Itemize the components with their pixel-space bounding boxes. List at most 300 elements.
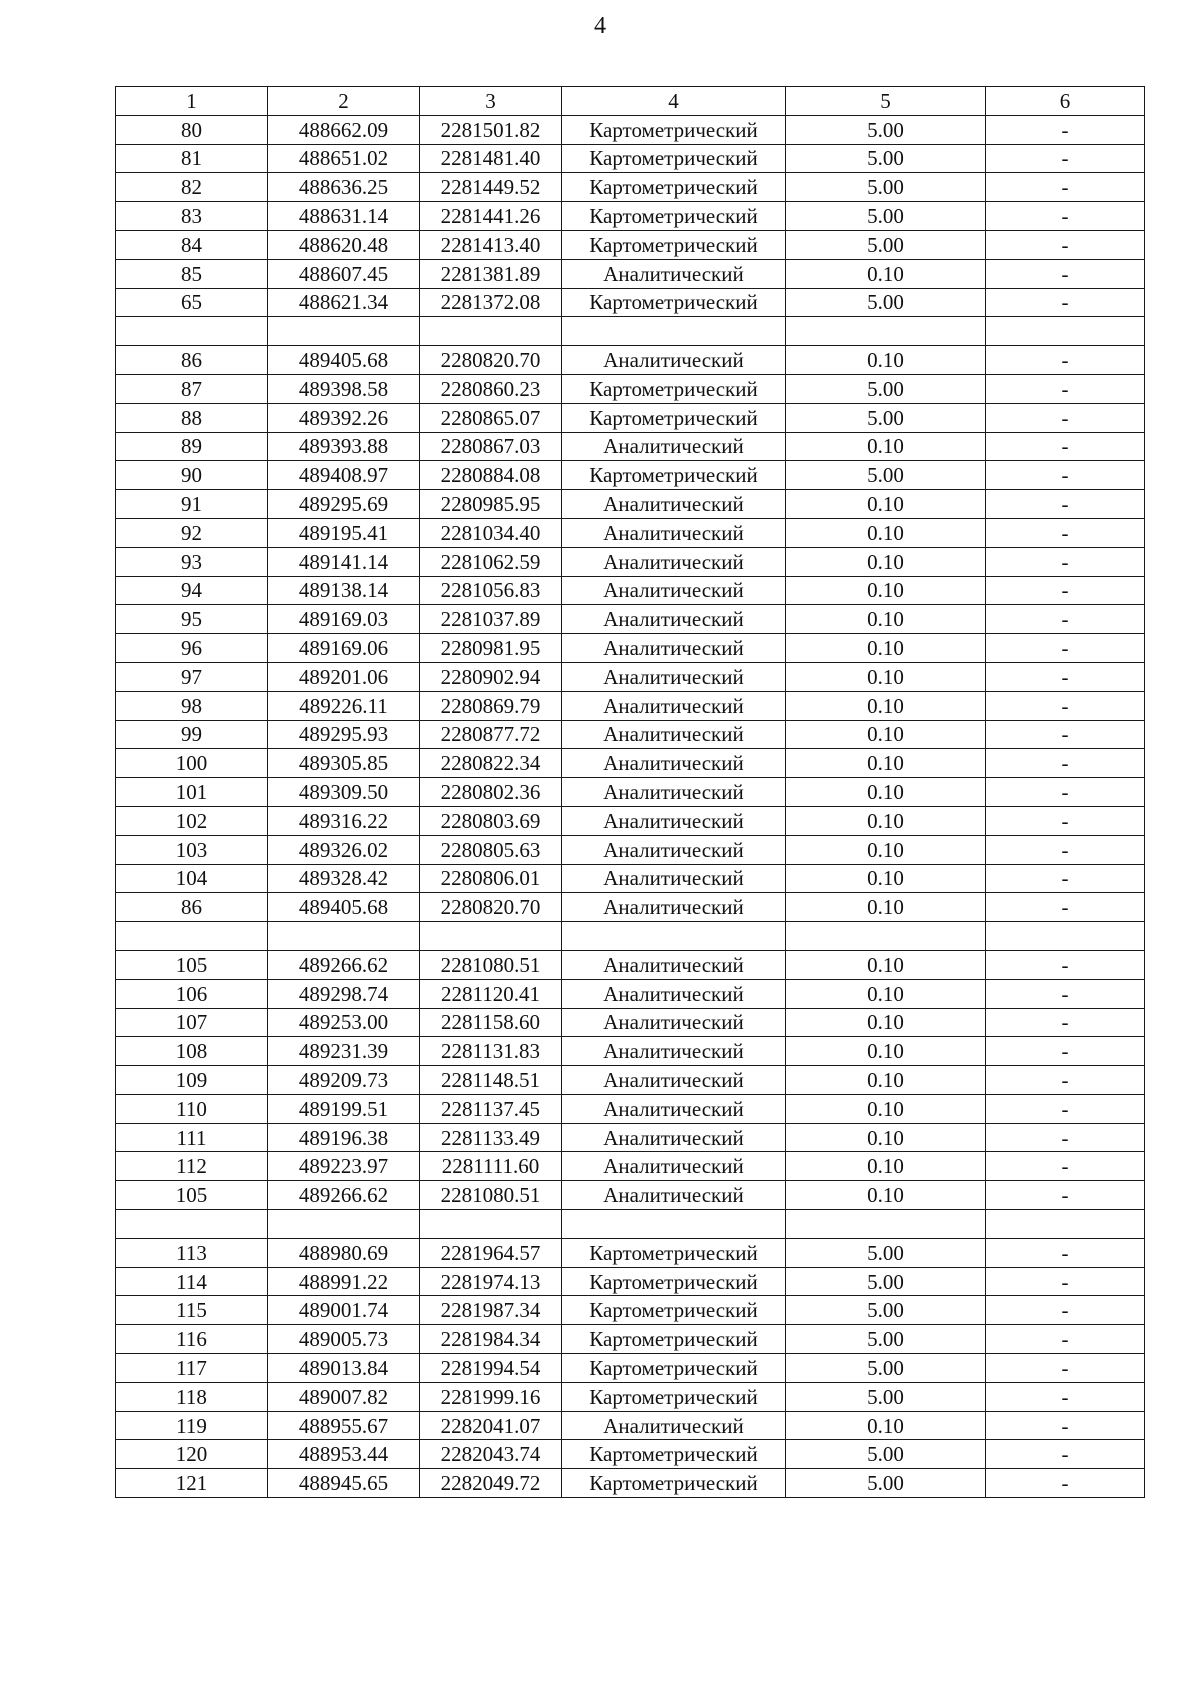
x-coordinate-cell: 489393.88 (268, 432, 420, 461)
point-number-cell: 111 (116, 1123, 268, 1152)
x-coordinate-cell: 489195.41 (268, 518, 420, 547)
method-cell: Аналитический (562, 749, 786, 778)
header-cell: 3 (420, 87, 562, 116)
y-coordinate-cell: 2281137.45 (420, 1094, 562, 1123)
y-coordinate-cell: 2282049.72 (420, 1469, 562, 1498)
header-cell: 4 (562, 87, 786, 116)
y-coordinate-cell: 2282043.74 (420, 1440, 562, 1469)
y-coordinate-cell (420, 1210, 562, 1239)
x-coordinate-cell: 489316.22 (268, 806, 420, 835)
method-cell (562, 317, 786, 346)
table-row (116, 691, 1145, 720)
table-row (116, 1354, 1145, 1383)
method-cell: Аналитический (562, 576, 786, 605)
point-number-cell: 87 (116, 374, 268, 403)
point-number-cell: 114 (116, 1267, 268, 1296)
table-row (116, 634, 1145, 663)
header-cell: 6 (986, 87, 1145, 116)
accuracy-cell (786, 1210, 986, 1239)
accuracy-cell: 0.10 (786, 1008, 986, 1037)
accuracy-cell: 0.10 (786, 1152, 986, 1181)
y-coordinate-cell: 2281999.16 (420, 1382, 562, 1411)
point-number-cell: 93 (116, 547, 268, 576)
method-cell: Аналитический (562, 864, 786, 893)
y-coordinate-cell: 2280902.94 (420, 662, 562, 691)
accuracy-cell: 5.00 (786, 1354, 986, 1383)
method-cell: Аналитический (562, 634, 786, 663)
accuracy-cell: 0.10 (786, 749, 986, 778)
table-row (116, 173, 1145, 202)
method-cell (562, 922, 786, 951)
accuracy-cell: 0.10 (786, 346, 986, 375)
page-number: 4 (594, 13, 606, 39)
method-cell (562, 1210, 786, 1239)
table-row (116, 1325, 1145, 1354)
accuracy-cell: 0.10 (786, 259, 986, 288)
method-cell: Аналитический (562, 518, 786, 547)
accuracy-cell: 5.00 (786, 115, 986, 144)
point-number-cell: 118 (116, 1382, 268, 1411)
x-coordinate-cell: 488621.34 (268, 288, 420, 317)
table-spacer-row (116, 922, 1145, 951)
note-cell: - (986, 835, 1145, 864)
x-coordinate-cell: 489138.14 (268, 576, 420, 605)
accuracy-cell: 5.00 (786, 1296, 986, 1325)
point-number-cell: 96 (116, 634, 268, 663)
table-row (116, 1382, 1145, 1411)
x-coordinate-cell: 489253.00 (268, 1008, 420, 1037)
table-row (116, 576, 1145, 605)
x-coordinate-cell: 489005.73 (268, 1325, 420, 1354)
x-coordinate-cell: 489007.82 (268, 1382, 420, 1411)
accuracy-cell: 5.00 (786, 1238, 986, 1267)
accuracy-cell: 0.10 (786, 518, 986, 547)
x-coordinate-cell: 488651.02 (268, 144, 420, 173)
note-cell: - (986, 1354, 1145, 1383)
accuracy-cell: 5.00 (786, 1440, 986, 1469)
method-cell: Картометрический (562, 1325, 786, 1354)
note-cell: - (986, 864, 1145, 893)
note-cell (986, 922, 1145, 951)
x-coordinate-cell: 488980.69 (268, 1238, 420, 1267)
x-coordinate-cell: 489305.85 (268, 749, 420, 778)
accuracy-cell: 0.10 (786, 605, 986, 634)
y-coordinate-cell: 2281056.83 (420, 576, 562, 605)
y-coordinate-cell: 2280820.70 (420, 346, 562, 375)
y-coordinate-cell: 2280867.03 (420, 432, 562, 461)
y-coordinate-cell: 2281449.52 (420, 173, 562, 202)
method-cell: Картометрический (562, 1267, 786, 1296)
point-number-cell: 119 (116, 1411, 268, 1440)
note-cell: - (986, 518, 1145, 547)
table-row (116, 403, 1145, 432)
note-cell: - (986, 1267, 1145, 1296)
y-coordinate-cell: 2281034.40 (420, 518, 562, 547)
y-coordinate-cell: 2280803.69 (420, 806, 562, 835)
y-coordinate-cell: 2281381.89 (420, 259, 562, 288)
note-cell: - (986, 691, 1145, 720)
x-coordinate-cell: 489392.26 (268, 403, 420, 432)
y-coordinate-cell: 2280884.08 (420, 461, 562, 490)
table-row (116, 1008, 1145, 1037)
table-row (116, 778, 1145, 807)
point-number-cell: 112 (116, 1152, 268, 1181)
method-cell: Аналитический (562, 1066, 786, 1095)
table-row (116, 1296, 1145, 1325)
x-coordinate-cell: 489209.73 (268, 1066, 420, 1095)
point-number-cell: 89 (116, 432, 268, 461)
method-cell: Аналитический (562, 1123, 786, 1152)
table-row (116, 1181, 1145, 1210)
point-number-cell: 108 (116, 1037, 268, 1066)
table-header-row (116, 87, 1145, 116)
accuracy-cell: 0.10 (786, 950, 986, 979)
point-number-cell: 106 (116, 979, 268, 1008)
table-row (116, 1238, 1145, 1267)
accuracy-cell: 5.00 (786, 230, 986, 259)
y-coordinate-cell: 2281131.83 (420, 1037, 562, 1066)
table-row (116, 1094, 1145, 1123)
note-cell: - (986, 662, 1145, 691)
y-coordinate-cell: 2281964.57 (420, 1238, 562, 1267)
y-coordinate-cell: 2280860.23 (420, 374, 562, 403)
method-cell: Картометрический (562, 374, 786, 403)
y-coordinate-cell: 2281037.89 (420, 605, 562, 634)
table-row (116, 374, 1145, 403)
table-row (116, 202, 1145, 231)
method-cell: Аналитический (562, 605, 786, 634)
point-number-cell: 82 (116, 173, 268, 202)
table-body (116, 87, 1145, 1498)
x-coordinate-cell: 489141.14 (268, 547, 420, 576)
x-coordinate-cell: 488636.25 (268, 173, 420, 202)
table-row (116, 346, 1145, 375)
method-cell: Картометрический (562, 1440, 786, 1469)
note-cell: - (986, 778, 1145, 807)
x-coordinate-cell: 489326.02 (268, 835, 420, 864)
method-cell: Картометрический (562, 230, 786, 259)
accuracy-cell: 0.10 (786, 720, 986, 749)
method-cell: Аналитический (562, 1008, 786, 1037)
method-cell: Аналитический (562, 1094, 786, 1123)
x-coordinate-cell: 489169.03 (268, 605, 420, 634)
note-cell: - (986, 979, 1145, 1008)
point-number-cell: 98 (116, 691, 268, 720)
accuracy-cell: 0.10 (786, 1094, 986, 1123)
table-row (116, 259, 1145, 288)
note-cell: - (986, 1123, 1145, 1152)
method-cell: Аналитический (562, 1152, 786, 1181)
accuracy-cell: 0.10 (786, 691, 986, 720)
method-cell: Картометрический (562, 1238, 786, 1267)
y-coordinate-cell: 2281062.59 (420, 547, 562, 576)
method-cell: Аналитический (562, 432, 786, 461)
method-cell: Картометрический (562, 1469, 786, 1498)
method-cell: Картометрический (562, 173, 786, 202)
x-coordinate-cell: 489405.68 (268, 346, 420, 375)
accuracy-cell: 5.00 (786, 1325, 986, 1354)
header-cell: 1 (116, 87, 268, 116)
method-cell: Аналитический (562, 547, 786, 576)
accuracy-cell: 0.10 (786, 547, 986, 576)
method-cell: Аналитический (562, 720, 786, 749)
method-cell: Картометрический (562, 1296, 786, 1325)
point-number-cell: 110 (116, 1094, 268, 1123)
y-coordinate-cell: 2281974.13 (420, 1267, 562, 1296)
note-cell: - (986, 806, 1145, 835)
header-cell: 5 (786, 87, 986, 116)
note-cell: - (986, 230, 1145, 259)
y-coordinate-cell: 2281984.34 (420, 1325, 562, 1354)
point-number-cell: 115 (116, 1296, 268, 1325)
coordinates-table (115, 86, 1145, 1498)
note-cell: - (986, 288, 1145, 317)
point-number-cell: 103 (116, 835, 268, 864)
point-number-cell: 104 (116, 864, 268, 893)
accuracy-cell: 5.00 (786, 173, 986, 202)
y-coordinate-cell: 2281413.40 (420, 230, 562, 259)
table-row (116, 432, 1145, 461)
point-number-cell: 121 (116, 1469, 268, 1498)
table-row (116, 662, 1145, 691)
table-row (116, 835, 1145, 864)
accuracy-cell: 5.00 (786, 374, 986, 403)
x-coordinate-cell: 489298.74 (268, 979, 420, 1008)
accuracy-cell: 0.10 (786, 662, 986, 691)
note-cell: - (986, 1469, 1145, 1498)
y-coordinate-cell: 2281080.51 (420, 1181, 562, 1210)
accuracy-cell: 0.10 (786, 1181, 986, 1210)
x-coordinate-cell: 488607.45 (268, 259, 420, 288)
table-row (116, 720, 1145, 749)
point-number-cell: 80 (116, 115, 268, 144)
y-coordinate-cell: 2281148.51 (420, 1066, 562, 1095)
method-cell: Аналитический (562, 835, 786, 864)
note-cell: - (986, 1440, 1145, 1469)
x-coordinate-cell: 489266.62 (268, 950, 420, 979)
x-coordinate-cell: 489408.97 (268, 461, 420, 490)
note-cell: - (986, 950, 1145, 979)
table-row (116, 749, 1145, 778)
point-number-cell: 101 (116, 778, 268, 807)
accuracy-cell: 0.10 (786, 1123, 986, 1152)
method-cell: Аналитический (562, 1181, 786, 1210)
y-coordinate-cell: 2280877.72 (420, 720, 562, 749)
method-cell: Аналитический (562, 1411, 786, 1440)
y-coordinate-cell: 2280806.01 (420, 864, 562, 893)
table-row (116, 288, 1145, 317)
method-cell: Аналитический (562, 979, 786, 1008)
note-cell: - (986, 1181, 1145, 1210)
accuracy-cell: 0.10 (786, 778, 986, 807)
point-number-cell: 92 (116, 518, 268, 547)
accuracy-cell (786, 922, 986, 951)
x-coordinate-cell: 489328.42 (268, 864, 420, 893)
table-row (116, 115, 1145, 144)
method-cell: Аналитический (562, 778, 786, 807)
point-number-cell: 91 (116, 490, 268, 519)
y-coordinate-cell: 2282041.07 (420, 1411, 562, 1440)
method-cell: Аналитический (562, 893, 786, 922)
table-row (116, 1123, 1145, 1152)
table-row (116, 547, 1145, 576)
note-cell: - (986, 1066, 1145, 1095)
note-cell: - (986, 1382, 1145, 1411)
note-cell: - (986, 461, 1145, 490)
note-cell: - (986, 605, 1145, 634)
x-coordinate-cell: 488662.09 (268, 115, 420, 144)
point-number-cell: 107 (116, 1008, 268, 1037)
accuracy-cell: 0.10 (786, 979, 986, 1008)
method-cell: Аналитический (562, 490, 786, 519)
method-cell: Картометрический (562, 1354, 786, 1383)
y-coordinate-cell: 2280802.36 (420, 778, 562, 807)
y-coordinate-cell (420, 922, 562, 951)
point-number-cell: 113 (116, 1238, 268, 1267)
point-number-cell: 95 (116, 605, 268, 634)
accuracy-cell: 5.00 (786, 144, 986, 173)
x-coordinate-cell: 488955.67 (268, 1411, 420, 1440)
note-cell: - (986, 403, 1145, 432)
y-coordinate-cell: 2281441.26 (420, 202, 562, 231)
x-coordinate-cell: 489201.06 (268, 662, 420, 691)
note-cell: - (986, 432, 1145, 461)
note-cell: - (986, 115, 1145, 144)
method-cell: Картометрический (562, 202, 786, 231)
y-coordinate-cell (420, 317, 562, 346)
method-cell: Картометрический (562, 403, 786, 432)
y-coordinate-cell: 2280820.70 (420, 893, 562, 922)
method-cell: Картометрический (562, 461, 786, 490)
note-cell: - (986, 1411, 1145, 1440)
table-row (116, 1469, 1145, 1498)
x-coordinate-cell: 489295.93 (268, 720, 420, 749)
accuracy-cell: 0.10 (786, 1066, 986, 1095)
y-coordinate-cell: 2281120.41 (420, 979, 562, 1008)
accuracy-cell: 0.10 (786, 1411, 986, 1440)
table-row (116, 950, 1145, 979)
x-coordinate-cell: 489405.68 (268, 893, 420, 922)
method-cell: Картометрический (562, 115, 786, 144)
y-coordinate-cell: 2281481.40 (420, 144, 562, 173)
note-cell: - (986, 1008, 1145, 1037)
table-row (116, 518, 1145, 547)
method-cell: Аналитический (562, 1037, 786, 1066)
point-number-cell: 85 (116, 259, 268, 288)
accuracy-cell: 0.10 (786, 432, 986, 461)
method-cell: Аналитический (562, 806, 786, 835)
accuracy-cell: 0.10 (786, 576, 986, 605)
x-coordinate-cell (268, 922, 420, 951)
x-coordinate-cell: 489223.97 (268, 1152, 420, 1181)
method-cell: Аналитический (562, 259, 786, 288)
point-number-cell (116, 317, 268, 346)
method-cell: Аналитический (562, 662, 786, 691)
y-coordinate-cell: 2281501.82 (420, 115, 562, 144)
table-row (116, 1411, 1145, 1440)
x-coordinate-cell: 489266.62 (268, 1181, 420, 1210)
method-cell: Картометрический (562, 288, 786, 317)
point-number-cell: 90 (116, 461, 268, 490)
y-coordinate-cell: 2280822.34 (420, 749, 562, 778)
table-row (116, 490, 1145, 519)
point-number-cell: 100 (116, 749, 268, 778)
accuracy-cell: 0.10 (786, 1037, 986, 1066)
table-row (116, 806, 1145, 835)
x-coordinate-cell (268, 317, 420, 346)
note-cell: - (986, 1325, 1145, 1354)
note-cell: - (986, 1037, 1145, 1066)
note-cell: - (986, 374, 1145, 403)
y-coordinate-cell: 2280869.79 (420, 691, 562, 720)
table-row (116, 979, 1145, 1008)
x-coordinate-cell: 489001.74 (268, 1296, 420, 1325)
y-coordinate-cell: 2281080.51 (420, 950, 562, 979)
note-cell: - (986, 1152, 1145, 1181)
point-number-cell (116, 1210, 268, 1239)
note-cell: - (986, 144, 1145, 173)
table-row (116, 605, 1145, 634)
point-number-cell: 83 (116, 202, 268, 231)
y-coordinate-cell: 2281158.60 (420, 1008, 562, 1037)
point-number-cell: 97 (116, 662, 268, 691)
note-cell: - (986, 576, 1145, 605)
table-spacer-row (116, 1210, 1145, 1239)
note-cell: - (986, 547, 1145, 576)
y-coordinate-cell: 2280985.95 (420, 490, 562, 519)
accuracy-cell: 5.00 (786, 202, 986, 231)
x-coordinate-cell: 489169.06 (268, 634, 420, 663)
method-cell: Аналитический (562, 346, 786, 375)
accuracy-cell: 0.10 (786, 864, 986, 893)
method-cell: Картометрический (562, 1382, 786, 1411)
note-cell (986, 1210, 1145, 1239)
y-coordinate-cell: 2281987.34 (420, 1296, 562, 1325)
point-number-cell: 116 (116, 1325, 268, 1354)
y-coordinate-cell: 2281111.60 (420, 1152, 562, 1181)
note-cell: - (986, 259, 1145, 288)
accuracy-cell: 5.00 (786, 1267, 986, 1296)
note-cell: - (986, 173, 1145, 202)
note-cell: - (986, 1238, 1145, 1267)
point-number-cell: 81 (116, 144, 268, 173)
point-number-cell: 105 (116, 950, 268, 979)
x-coordinate-cell: 489199.51 (268, 1094, 420, 1123)
accuracy-cell: 5.00 (786, 1382, 986, 1411)
accuracy-cell: 5.00 (786, 1469, 986, 1498)
x-coordinate-cell: 489309.50 (268, 778, 420, 807)
accuracy-cell: 0.10 (786, 893, 986, 922)
table-row (116, 1440, 1145, 1469)
table-row (116, 144, 1145, 173)
point-number-cell: 86 (116, 893, 268, 922)
x-coordinate-cell: 488945.65 (268, 1469, 420, 1498)
note-cell: - (986, 749, 1145, 778)
y-coordinate-cell: 2281133.49 (420, 1123, 562, 1152)
note-cell: - (986, 1094, 1145, 1123)
method-cell: Аналитический (562, 950, 786, 979)
table-row (116, 230, 1145, 259)
note-cell: - (986, 490, 1145, 519)
point-number-cell (116, 922, 268, 951)
y-coordinate-cell: 2280981.95 (420, 634, 562, 663)
accuracy-cell: 5.00 (786, 288, 986, 317)
accuracy-cell: 0.10 (786, 835, 986, 864)
point-number-cell: 65 (116, 288, 268, 317)
x-coordinate-cell: 489013.84 (268, 1354, 420, 1383)
y-coordinate-cell: 2281994.54 (420, 1354, 562, 1383)
table-row (116, 461, 1145, 490)
